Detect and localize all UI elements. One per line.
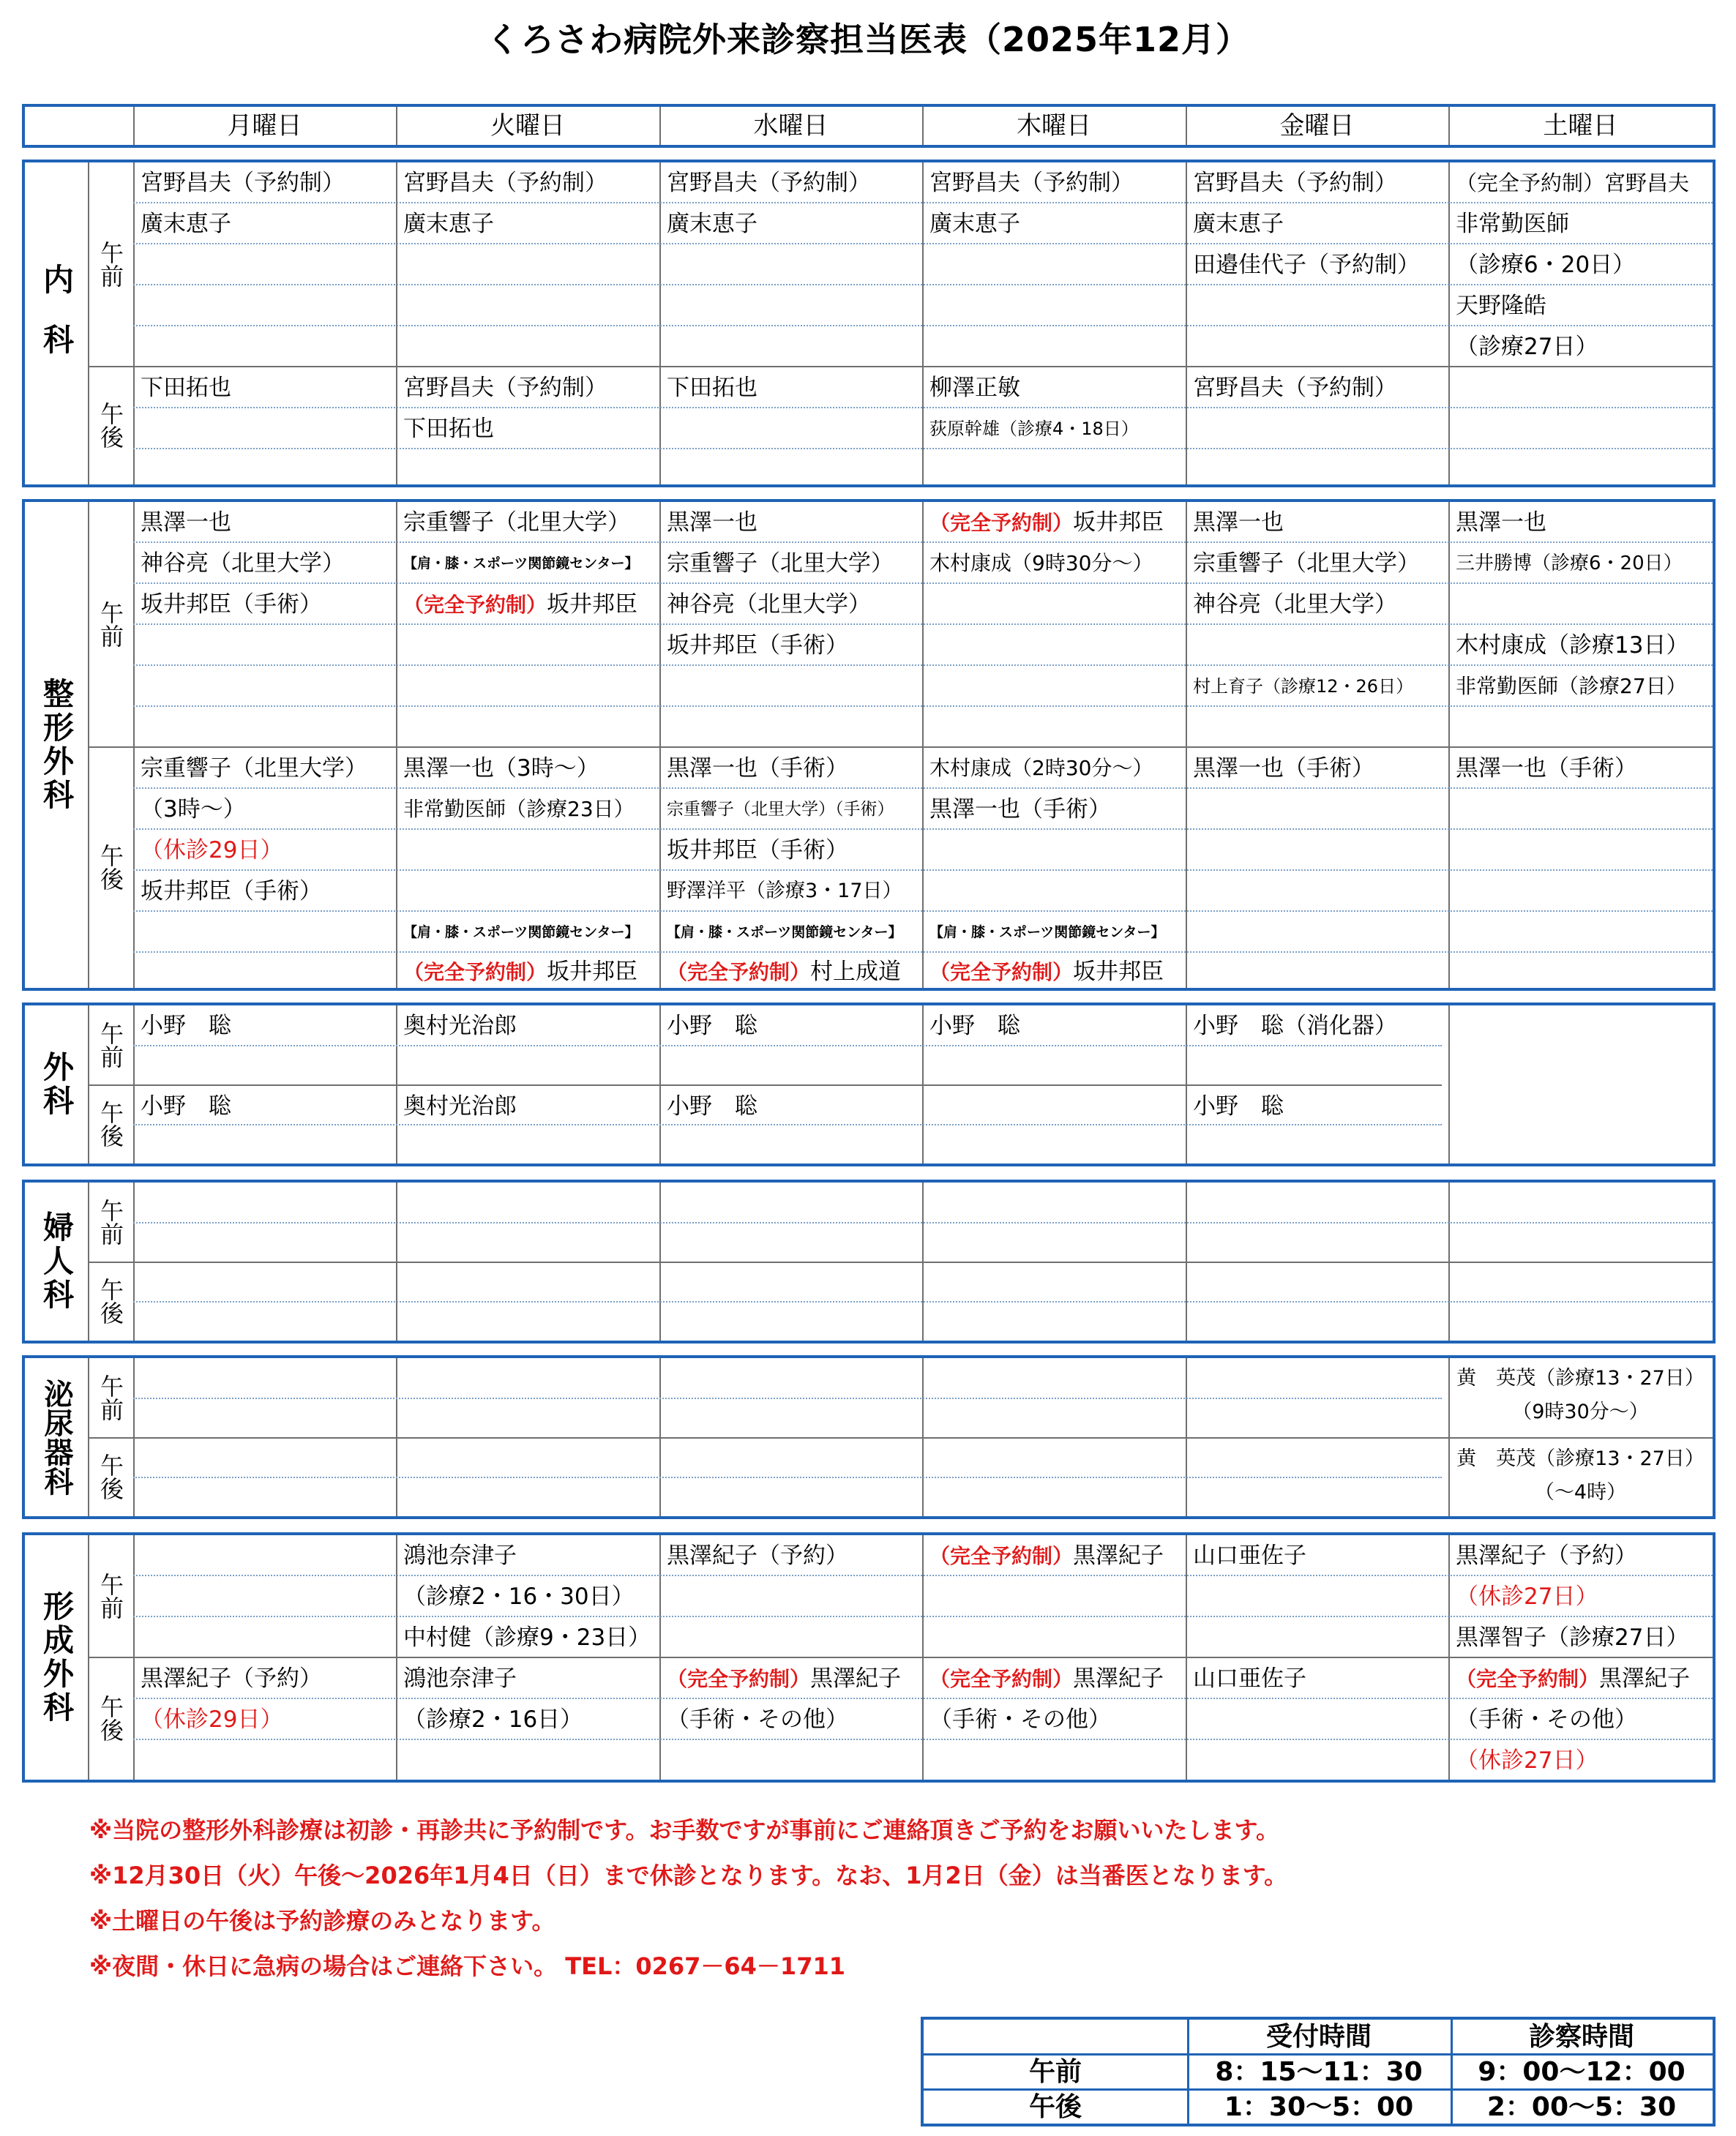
keisei-am-r1-sat: （休診27日）: [1456, 1584, 1598, 1610]
geka-am-mon: 小野 聡: [141, 1013, 231, 1039]
geka-am-wed: 小野 聡: [667, 1013, 757, 1039]
naika-am-r3-sat: 天野隆皓: [1456, 293, 1546, 319]
section-hinyoki: [22, 1355, 1716, 1519]
naika-am-label: 午前: [97, 241, 124, 288]
seikei-am-r1-wed: 宗重響子（北里大学）: [667, 550, 894, 577]
seikei-pm-r0-thu: 木村康成（2時30分～）: [929, 756, 1153, 780]
naika-am-r0-sat: （完全予約制）宮野昌夫: [1456, 170, 1690, 195]
naika-am-r1-wed: 廣末恵子: [667, 211, 757, 237]
hours-table: [921, 2017, 1716, 2126]
hinyoki-am-label: 午前: [97, 1374, 124, 1421]
naika-am-r1-fri: 廣末恵子: [1193, 211, 1284, 237]
naika-am-r0-fri: 宮野昌夫（予約制）: [1193, 170, 1397, 196]
seikei-pm-r4-thu: 【肩・膝・スポーツ関節鏡センター】: [929, 924, 1165, 940]
seikei-pm-r4-tue: 【肩・膝・スポーツ関節鏡センター】: [403, 924, 639, 940]
section-keisei: [22, 1532, 1716, 1783]
naika-pm-r0-fri: 宮野昌夫（予約制）: [1193, 375, 1397, 401]
day-tue: 火曜日: [490, 111, 565, 140]
seikei-pm-r1-thu: 黒澤一也（手術）: [929, 796, 1111, 822]
note-1: ※当院の整形外科診療は初診・再診共に予約制です。お手数ですが事前にご連絡頂きご予約をお願いいたします。: [89, 1816, 1279, 1844]
dept-hinyoki: [25, 1358, 88, 1516]
seikei-am-r2-wed: 神谷亮（北里大学）: [667, 591, 871, 618]
seikei-pm-r5-thu: （完全予約制）坂井邦臣: [929, 959, 1164, 985]
dept-keisei: [25, 1535, 88, 1780]
dept-geka-label: 外科: [39, 1051, 75, 1118]
seikei-am-label: 午前: [97, 601, 124, 648]
note-3: ※土曜日の午後は予約診療のみとなります。: [89, 1907, 555, 1935]
seikei-pm-r3-wed: 野澤洋平（診療3・17日）: [667, 880, 902, 902]
seikei-am-r0-tue: 宗重響子（北里大学）: [403, 509, 630, 536]
seikei-pm-r0-fri: 黒澤一也（手術）: [1193, 755, 1374, 782]
seikei-am-r2-fri: 神谷亮（北里大学）: [1193, 591, 1397, 618]
seikei-pm-r1-wed: 宗重響子（北里大学）（手術）: [667, 800, 894, 819]
keisei-pm-label: 午後: [97, 1695, 124, 1742]
seikei-am-r1-tue: 【肩・膝・スポーツ関節鏡センター】: [403, 555, 639, 572]
seikei-am-r2-mon: 坂井邦臣（手術）: [141, 591, 322, 618]
full-reservation-tag: （完全予約制）: [929, 511, 1074, 535]
note-4: ※夜間・休日に急病の場合はご連絡下さい。 TEL：0267－64－1711: [89, 1952, 845, 1980]
keisei-pm-r1-tue: （診療2・16日）: [403, 1706, 583, 1733]
geka-am-thu: 小野 聡: [929, 1013, 1020, 1039]
seikei-am-r3-sat: 木村康成（診療13日）: [1456, 632, 1689, 659]
seikei-pm-r1-mon: （3時～）: [141, 796, 246, 822]
section-geka: [22, 1003, 1716, 1166]
naika-am-r1-mon: 廣末恵子: [141, 211, 231, 237]
seikei-pm-r3-mon: 坂井邦臣（手術）: [141, 878, 322, 904]
day-mon: 月曜日: [227, 111, 302, 140]
seikei-pm-r0-tue: 黒澤一也（3時～）: [403, 755, 599, 782]
seikei-pm-r0-sat: 黒澤一也（手術）: [1456, 755, 1637, 782]
keisei-am-r0-thu: （完全予約制）黒澤紀子: [929, 1543, 1164, 1569]
keisei-pm-r2-sat: （休診27日）: [1456, 1747, 1598, 1774]
seikei-am-r0-wed: 黒澤一也: [667, 509, 757, 536]
geka-pm-mon: 小野 聡: [141, 1093, 231, 1120]
fujinka-am-label: 午前: [97, 1199, 124, 1245]
hours-exam-header: 診察時間: [1528, 2022, 1634, 2052]
page-title: くろさわ病院外来診察担当医表（2025年12月）: [485, 20, 1251, 59]
keisei-am-r0-tue: 鴻池奈津子: [403, 1543, 517, 1569]
hinyoki-am-sat-2: （9時30分～）: [1512, 1401, 1649, 1423]
naika-pm-r1-tue: 下田拓也: [403, 416, 494, 442]
seikei-am-r0-thu: （完全予約制）坂井邦臣: [929, 509, 1164, 536]
naika-am-r2-sat: （診療6・20日）: [1456, 252, 1636, 278]
dept-fujinka: [25, 1183, 88, 1341]
seikei-am-r2-tue: （完全予約制）坂井邦臣: [403, 591, 638, 618]
keisei-pm-r0-mon: 黒澤紀子（予約）: [141, 1665, 322, 1692]
keisei-pm-r0-tue: 鴻池奈津子: [403, 1665, 517, 1692]
seikei-pm-r2-wed: 坂井邦臣（手術）: [667, 837, 848, 863]
naika-pm-label: 午後: [97, 402, 124, 449]
section-naika: [22, 160, 1716, 487]
dept-naika-label: 内科: [39, 263, 75, 383]
dept-keisei-label: 形成外科: [39, 1590, 75, 1725]
seikei-am-r1-fri: 宗重響子（北里大学）: [1193, 550, 1420, 577]
section-seikei: [22, 499, 1716, 991]
geka-am-label: 午前: [97, 1022, 124, 1068]
keisei-am-r2-tue: 中村健（診療9・23日）: [403, 1625, 651, 1651]
dept-seikei-label: 整形外科: [39, 678, 75, 812]
day-sat: 土曜日: [1543, 111, 1618, 140]
hours-pm-reception: 1：30～5：00: [1224, 2092, 1414, 2122]
keisei-pm-r1-sat: （手術・その他）: [1456, 1706, 1637, 1733]
keisei-am-r0-fri: 山口亜佐子: [1193, 1543, 1306, 1569]
seikei-am-r1-thu: 木村康成（9時30分～）: [929, 551, 1153, 575]
naika-am-r1-thu: 廣末恵子: [929, 211, 1020, 237]
seikei-pm-r1-tue: 非常勤医師（診療23日）: [403, 797, 635, 821]
hours-am-label: 午前: [1028, 2057, 1082, 2087]
dept-hinyoki-label: 泌尿器科: [40, 1379, 73, 1496]
dept-seikei: [25, 502, 88, 988]
naika-am-r1-tue: 廣末恵子: [403, 211, 494, 237]
seikei-am-r1-sat: 三井勝博（診療6・20日）: [1456, 552, 1683, 574]
naika-pm-r0-tue: 宮野昌夫（予約制）: [403, 375, 607, 401]
seikei-am-r4-fri: 村上育子（診療12・26日）: [1193, 676, 1414, 697]
naika-am-r0-tue: 宮野昌夫（予約制）: [403, 170, 607, 196]
geka-pm-tue: 奥村光治郎: [403, 1093, 517, 1120]
geka-pm-wed: 小野 聡: [667, 1093, 757, 1120]
hinyoki-am-sat-1: 黄 英茂（診療13・27日）: [1456, 1367, 1705, 1390]
keisei-pm-r1-thu: （手術・その他）: [929, 1706, 1111, 1733]
geka-pm-label: 午後: [97, 1101, 124, 1147]
hours-am-exam: 9：00～12：00: [1478, 2057, 1686, 2087]
keisei-pm-r1-wed: （手術・その他）: [667, 1706, 848, 1733]
keisei-pm-r0-wed: （完全予約制）黒澤紀子: [667, 1665, 902, 1692]
naika-pm-r1-thu: 荻原幹雄（診療4・18日）: [929, 419, 1139, 439]
keisei-pm-r1-mon: （休診29日）: [141, 1706, 283, 1733]
keisei-am-r0-wed: 黒澤紀子（予約）: [667, 1543, 848, 1569]
seikei-pm-r5-wed: （完全予約制）村上成道: [667, 959, 902, 985]
dept-geka: [25, 1005, 88, 1163]
seikei-pm-r5-tue: （完全予約制）坂井邦臣: [403, 959, 638, 985]
seikei-am-r4-sat: 非常勤医師（診療27日）: [1456, 674, 1687, 698]
section-fujinka: [22, 1180, 1716, 1344]
dept-fujinka-label: 婦人科: [39, 1211, 75, 1312]
seikei-am-r0-fri: 黒澤一也: [1193, 509, 1284, 536]
dept-naika: [25, 162, 88, 484]
naika-am-r2-fri: 田邉佳代子（予約制）: [1193, 252, 1420, 278]
hinyoki-pm-label: 午後: [97, 1453, 124, 1500]
seikei-pm-r4-wed: 【肩・膝・スポーツ関節鏡センター】: [667, 924, 902, 940]
naika-am-r1-sat: 非常勤医師: [1456, 211, 1569, 237]
seikei-pm-r0-mon: 宗重響子（北里大学）: [141, 755, 367, 782]
naika-am-r0-wed: 宮野昌夫（予約制）: [667, 170, 871, 196]
keisei-am-r1-tue: （診療2・16・30日）: [403, 1584, 635, 1610]
fujinka-pm-label: 午後: [97, 1278, 124, 1324]
seikei-am-r0-sat: 黒澤一也: [1456, 509, 1546, 536]
seikei-pm-r0-wed: 黒澤一也（手術）: [667, 755, 848, 782]
day-header: [22, 104, 1716, 148]
hours-pm-exam: 2：00～5：30: [1486, 2092, 1677, 2122]
geka-pm-fri: 小野 聡: [1193, 1093, 1284, 1120]
note-2: ※12月30日（火）午後～2026年1月4日（日）まで休診となります。なお、1月2日（金）は当番医となります。: [89, 1862, 1288, 1889]
keisei-pm-r0-thu: （完全予約制）黒澤紀子: [929, 1665, 1164, 1692]
hinyoki-pm-sat-2: （～4時）: [1534, 1481, 1627, 1504]
naika-am-r0-mon: 宮野昌夫（予約制）: [141, 170, 345, 196]
hours-am-reception: 8：15～11：30: [1215, 2057, 1423, 2087]
naika-am-r0-thu: 宮野昌夫（予約制）: [929, 170, 1134, 196]
geka-am-fri: 小野 聡（消化器）: [1193, 1013, 1397, 1039]
naika-am-r4-sat: （診療27日）: [1456, 334, 1598, 360]
keisei-am-label: 午前: [97, 1573, 124, 1619]
keisei-am-r0-sat: 黒澤紀子（予約）: [1456, 1543, 1637, 1569]
seikei-am-r3-wed: 坂井邦臣（手術）: [667, 632, 848, 659]
seikei-pm-label: 午後: [97, 844, 124, 891]
geka-am-tue: 奥村光治郎: [403, 1013, 517, 1039]
seikei-pm-r2-mon: （休診29日）: [141, 837, 283, 863]
hours-pm-label: 午後: [1028, 2092, 1082, 2122]
day-wed: 水曜日: [753, 111, 828, 140]
seikei-am-r1-mon: 神谷亮（北里大学）: [141, 550, 345, 577]
seikei-am-r0-mon: 黒澤一也: [141, 509, 231, 536]
notes: [89, 1807, 1287, 1989]
naika-pm-r0-mon: 下田拓也: [141, 375, 231, 401]
keisei-pm-r0-sat: （完全予約制）黒澤紀子: [1456, 1665, 1691, 1692]
naika-pm-r0-thu: 柳澤正敏: [929, 375, 1020, 401]
day-fri: 金曜日: [1279, 111, 1355, 140]
keisei-pm-r0-fri: 山口亜佐子: [1193, 1665, 1306, 1692]
hinyoki-pm-sat-1: 黄 英茂（診療13・27日）: [1456, 1447, 1705, 1470]
keisei-am-r2-sat: 黒澤智子（診療27日）: [1456, 1625, 1689, 1651]
hours-reception-header: 受付時間: [1265, 2022, 1372, 2052]
day-thu: 木曜日: [1017, 111, 1091, 140]
naika-pm-r0-wed: 下田拓也: [667, 375, 757, 401]
